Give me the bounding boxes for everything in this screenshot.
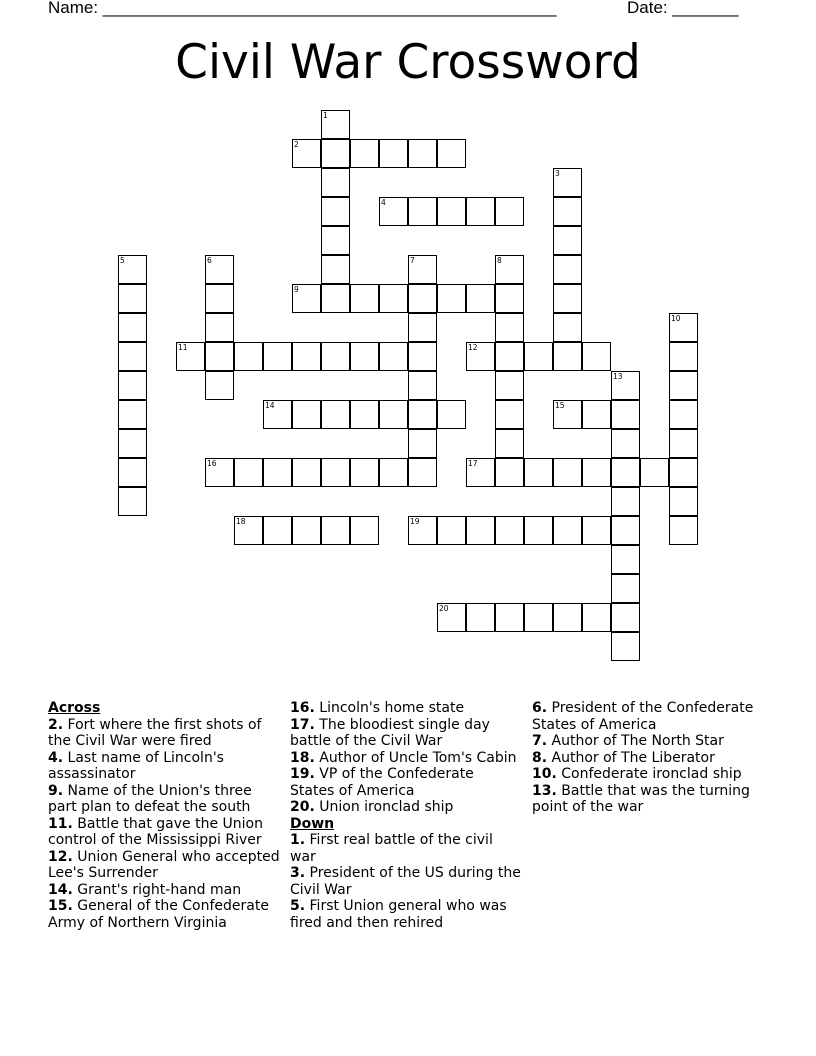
crossword-cell[interactable] [582, 458, 611, 487]
crossword-cell[interactable] [553, 226, 582, 255]
crossword-cell[interactable] [408, 516, 437, 545]
crossword-cell[interactable] [553, 458, 582, 487]
crossword-cell[interactable] [234, 516, 263, 545]
crossword-cell[interactable] [553, 400, 582, 429]
clue-down-3 [290, 865, 522, 898]
crossword-cell[interactable] [495, 197, 524, 226]
crossword-cell[interactable] [611, 603, 640, 632]
crossword-cell[interactable] [205, 255, 234, 284]
crossword-cell[interactable] [640, 458, 669, 487]
crossword-cell[interactable] [321, 400, 350, 429]
crossword-cell[interactable] [495, 371, 524, 400]
crossword-cell[interactable] [321, 110, 350, 139]
crossword-cell[interactable] [437, 284, 466, 313]
crossword-cell[interactable] [379, 400, 408, 429]
crossword-cell[interactable] [466, 197, 495, 226]
clue-text: Author of The North Star [551, 733, 724, 749]
crossword-cell[interactable] [466, 342, 495, 371]
crossword-cell[interactable] [176, 342, 205, 371]
clue-across-15 [48, 898, 280, 931]
crossword-cell[interactable] [466, 603, 495, 632]
crossword-cell[interactable] [350, 284, 379, 313]
clue-across-20 [290, 799, 522, 816]
crossword-cell[interactable] [234, 342, 263, 371]
crossword-cell[interactable] [350, 342, 379, 371]
crossword-cell[interactable] [495, 603, 524, 632]
clue-number: 2. [48, 716, 64, 733]
crossword-cell[interactable] [292, 400, 321, 429]
clue-text: Union ironclad ship [319, 799, 454, 815]
name-field-label[interactable]: Name: ________________________________________________ [48, 0, 557, 17]
crossword-cell[interactable] [611, 487, 640, 516]
crossword-cell[interactable] [437, 139, 466, 168]
crossword-cell[interactable] [350, 516, 379, 545]
crossword-cell[interactable] [408, 342, 437, 371]
clue-number: 18. [290, 749, 315, 766]
crossword-cell[interactable] [437, 603, 466, 632]
crossword-cell[interactable] [582, 516, 611, 545]
cell-number: 8 [497, 256, 502, 265]
clue-number: 13. [532, 782, 557, 799]
crossword-cell[interactable] [553, 284, 582, 313]
crossword-cell[interactable] [437, 400, 466, 429]
crossword-cell[interactable] [292, 139, 321, 168]
crossword-cell[interactable] [408, 313, 437, 342]
crossword-cell[interactable] [321, 226, 350, 255]
clue-text: Lincoln's home state [319, 700, 465, 716]
crossword-cell[interactable] [321, 255, 350, 284]
crossword-cell[interactable] [321, 284, 350, 313]
clue-across-18 [290, 750, 522, 767]
crossword-cell[interactable] [205, 458, 234, 487]
crossword-cell[interactable] [495, 255, 524, 284]
cell-number: 9 [294, 285, 299, 294]
crossword-cell[interactable] [553, 313, 582, 342]
cell-number: 6 [207, 256, 212, 265]
clue-down-8 [532, 750, 772, 767]
clue-number: 17. [290, 716, 315, 733]
clue-text: First real battle of the civil war [290, 832, 493, 865]
page-title: Civil War Crossword [175, 35, 641, 90]
down-heading: Down [290, 815, 335, 832]
clue-down-10 [532, 766, 772, 783]
crossword-cell[interactable] [118, 400, 147, 429]
clue-across-12 [48, 849, 280, 882]
cell-number: 15 [555, 401, 565, 410]
clue-number: 20. [290, 799, 315, 815]
crossword-cell[interactable] [350, 139, 379, 168]
crossword-cell[interactable] [553, 255, 582, 284]
crossword-cell[interactable] [437, 516, 466, 545]
crossword-cell[interactable] [553, 342, 582, 371]
crossword-cell[interactable] [379, 342, 408, 371]
cell-number: 20 [439, 604, 449, 613]
clue-across-9 [48, 783, 280, 816]
clue-number: 4. [48, 749, 64, 766]
crossword-cell[interactable] [669, 313, 698, 342]
clue-down-1 [290, 832, 522, 865]
cell-number: 19 [410, 517, 420, 526]
crossword-cell[interactable] [321, 197, 350, 226]
crossword-cell[interactable] [524, 458, 553, 487]
crossword-cell[interactable] [379, 284, 408, 313]
crossword-cell[interactable] [118, 487, 147, 516]
crossword-cell[interactable] [553, 603, 582, 632]
clue-across-2 [48, 717, 280, 750]
crossword-cell[interactable] [408, 458, 437, 487]
cell-number: 2 [294, 140, 299, 149]
crossword-cell[interactable] [495, 342, 524, 371]
crossword-cell[interactable] [118, 284, 147, 313]
clue-text: President of the Confederate States of America [532, 700, 754, 733]
crossword-cell[interactable] [524, 603, 553, 632]
clue-text: VP of the Confederate States of America [290, 766, 474, 799]
crossword-cell[interactable] [437, 197, 466, 226]
clue-text: General of the Confederate Army of Northern Virginia [48, 898, 269, 931]
clue-number: 3. [290, 865, 306, 881]
crossword-cell[interactable] [495, 400, 524, 429]
crossword-cell[interactable] [408, 284, 437, 313]
cell-number: 12 [468, 343, 478, 352]
crossword-cell[interactable] [466, 516, 495, 545]
crossword-cell[interactable] [205, 313, 234, 342]
clue-across-19 [290, 766, 522, 799]
crossword-cell[interactable] [234, 458, 263, 487]
cell-number: 18 [236, 517, 246, 526]
date-field-label[interactable]: Date: _______ [627, 0, 739, 17]
clue-number: 12. [48, 848, 73, 865]
cell-number: 11 [178, 343, 188, 352]
crossword-cell[interactable] [321, 139, 350, 168]
clue-number: 9. [48, 782, 64, 799]
crossword-cell[interactable] [495, 313, 524, 342]
crossword-cell[interactable] [321, 458, 350, 487]
clues-column-3 [532, 700, 772, 816]
clue-number: 14. [48, 881, 73, 898]
crossword-cell[interactable] [495, 429, 524, 458]
clue-number: 16. [290, 700, 315, 716]
crossword-cell[interactable] [553, 197, 582, 226]
crossword-cell[interactable] [263, 400, 292, 429]
crossword-cell[interactable] [118, 429, 147, 458]
crossword-cell[interactable] [292, 342, 321, 371]
clue-text: Fort where the first shots of the Civil War were fired [48, 716, 262, 749]
cell-number: 17 [468, 459, 478, 468]
crossword-cell[interactable] [669, 487, 698, 516]
crossword-cell[interactable] [669, 371, 698, 400]
crossword-cell[interactable] [611, 545, 640, 574]
clue-text: The bloodiest single day battle of the Civil War [290, 716, 490, 749]
crossword-cell[interactable] [118, 458, 147, 487]
crossword-cell[interactable] [408, 429, 437, 458]
crossword-cell[interactable] [611, 371, 640, 400]
clue-text: Battle that gave the Union control of the Mississippi River [48, 815, 263, 848]
crossword-cell[interactable] [263, 342, 292, 371]
clue-text: Author of The Liberator [551, 749, 715, 766]
clue-number: 6. [532, 700, 548, 716]
clue-across-17 [290, 717, 522, 750]
crossword-cell[interactable] [553, 516, 582, 545]
crossword-cell[interactable] [118, 255, 147, 284]
crossword-cell[interactable] [292, 516, 321, 545]
clue-number: 8. [532, 749, 548, 766]
crossword-cell[interactable] [379, 139, 408, 168]
across-heading: Across [48, 700, 101, 716]
clue-across-16 [290, 700, 522, 717]
clue-number: 7. [532, 733, 548, 749]
crossword-cell[interactable] [611, 458, 640, 487]
clue-across-4 [48, 750, 280, 783]
cell-number: 4 [381, 198, 386, 207]
crossword-cell[interactable] [611, 429, 640, 458]
crossword-cell[interactable] [524, 342, 553, 371]
crossword-cell[interactable] [553, 168, 582, 197]
cell-number: 5 [120, 256, 125, 265]
crossword-cell[interactable] [118, 342, 147, 371]
crossword-cell[interactable] [408, 371, 437, 400]
crossword-cell[interactable] [118, 371, 147, 400]
crossword-cell[interactable] [611, 400, 640, 429]
crossword-cell[interactable] [408, 139, 437, 168]
cell-number: 10 [671, 314, 681, 323]
cell-number: 16 [207, 459, 217, 468]
clue-text: Name of the Union's three part plan to defeat the south [48, 782, 252, 815]
crossword-cell[interactable] [408, 400, 437, 429]
crossword-cell[interactable] [321, 168, 350, 197]
crossword-cell[interactable] [495, 516, 524, 545]
crossword-cell[interactable] [292, 284, 321, 313]
crossword-cell[interactable] [379, 458, 408, 487]
clue-text: Battle that was the turning point of the war [532, 782, 750, 815]
cell-number: 3 [555, 169, 560, 178]
clue-text: Grant's right-hand man [77, 881, 242, 898]
crossword-cell[interactable] [669, 400, 698, 429]
crossword-cell[interactable] [669, 516, 698, 545]
crossword-cell[interactable] [408, 197, 437, 226]
crossword-cell[interactable] [611, 632, 640, 661]
clue-text: President of the US during the Civil War [290, 865, 521, 898]
crossword-cell[interactable] [118, 313, 147, 342]
cell-number: 1 [323, 111, 328, 120]
crossword-cell[interactable] [669, 458, 698, 487]
crossword-cell[interactable] [350, 400, 379, 429]
crossword-cell[interactable] [611, 516, 640, 545]
clue-down-6 [532, 700, 772, 733]
crossword-cell[interactable] [466, 458, 495, 487]
crossword-cell[interactable] [205, 371, 234, 400]
clue-down-13 [532, 783, 772, 816]
crossword-cell[interactable] [582, 342, 611, 371]
crossword-cell[interactable] [466, 284, 495, 313]
clue-number: 19. [290, 766, 315, 782]
crossword-cell[interactable] [205, 342, 234, 371]
crossword-cell[interactable] [611, 574, 640, 603]
clues-column-1 [48, 700, 280, 931]
clue-across-11 [48, 816, 280, 849]
clue-down-7 [532, 733, 772, 750]
crossword-cell[interactable] [350, 458, 379, 487]
clues-column-2 [290, 700, 522, 931]
clue-text: Union General who accepted Lee's Surrender [48, 848, 280, 881]
clue-number: 15. [48, 898, 73, 914]
crossword-cell[interactable] [292, 458, 321, 487]
crossword-cell[interactable] [582, 400, 611, 429]
crossword-cell[interactable] [669, 342, 698, 371]
clue-number: 5. [290, 898, 306, 914]
clue-text: Last name of Lincoln's assassinator [48, 749, 224, 782]
crossword-cell[interactable] [495, 284, 524, 313]
cell-number: 13 [613, 372, 623, 381]
crossword-cell[interactable] [582, 603, 611, 632]
cell-number: 14 [265, 401, 275, 410]
clue-across-14 [48, 882, 280, 899]
crossword-cell[interactable] [379, 197, 408, 226]
clue-text: First Union general who was fired and then rehired [290, 898, 507, 931]
clue-text: Author of Uncle Tom's Cabin [319, 749, 517, 766]
crossword-cell[interactable] [669, 429, 698, 458]
clue-number: 10. [532, 766, 557, 782]
crossword-cell[interactable] [321, 342, 350, 371]
crossword-cell[interactable] [495, 458, 524, 487]
clue-number: 1. [290, 832, 306, 848]
clue-down-5 [290, 898, 522, 931]
crossword-cell[interactable] [321, 516, 350, 545]
crossword-cell[interactable] [408, 255, 437, 284]
crossword-cell[interactable] [263, 458, 292, 487]
crossword-cell[interactable] [263, 516, 292, 545]
cell-number: 7 [410, 256, 415, 265]
crossword-cell[interactable] [205, 284, 234, 313]
clue-text: Confederate ironclad ship [561, 766, 742, 782]
clue-number: 11. [48, 815, 73, 832]
crossword-cell[interactable] [524, 516, 553, 545]
